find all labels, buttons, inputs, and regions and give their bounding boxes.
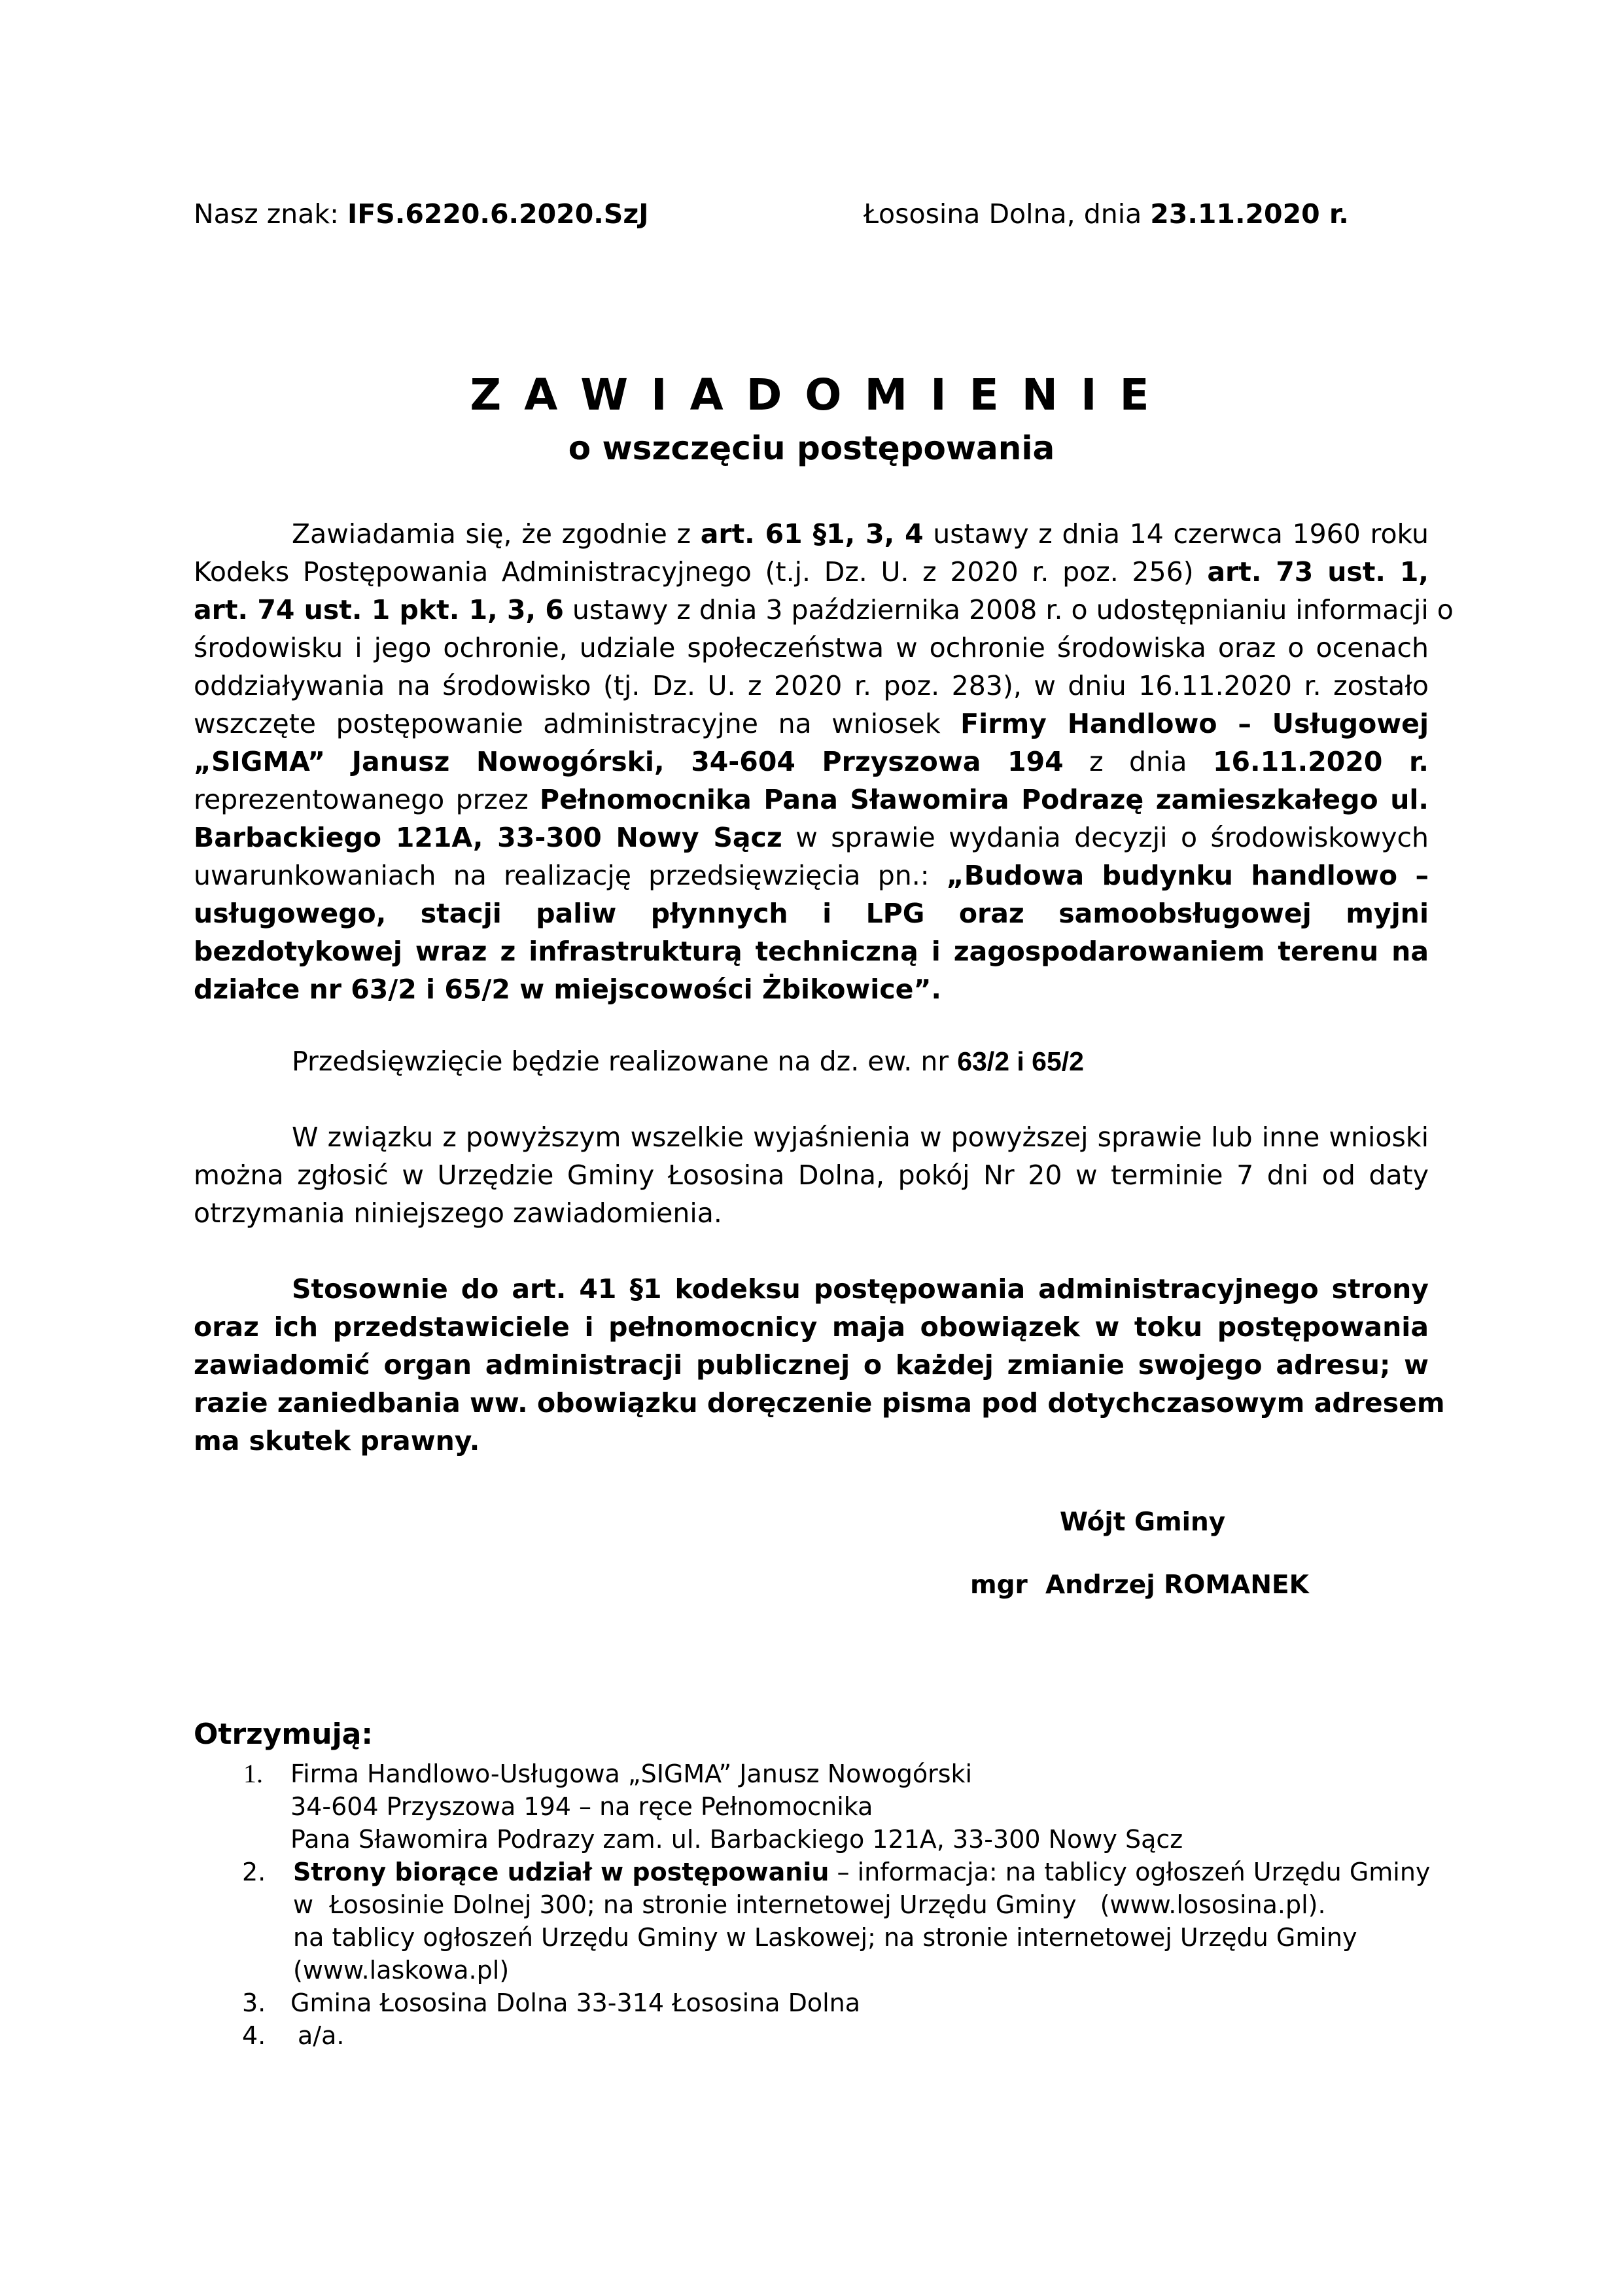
recipient-3-number: 3.: [242, 1988, 266, 2017]
p4-line-1: Stosownie do art. 41 §1 kodeksu postępowania administracyjnego strony: [292, 1273, 1429, 1305]
p1-line-10: uwarunkowaniach na realizację przedsięwzięcia pn.: „Budowa budynku handlowo –: [194, 860, 1429, 891]
p1-line-1: Zawiadamia się, że zgodnie z art. 61 §1, 3, 4 ustawy z dnia 14 czerwca 1960 roku: [292, 518, 1429, 550]
recipient-1-line-3: Pana Sławomira Podrazy zam. ul. Barbackiego 121A, 33-300 Nowy Sącz: [290, 1825, 1183, 1854]
recipient-4-number: 4.: [242, 2021, 266, 2050]
p4-line-5: ma skutek prawny.: [194, 1425, 480, 1457]
p1-line-11: usługowego, stacji paliw płynnych i LPG oraz samoobsługowej myjni: [194, 898, 1429, 929]
reference-line: [194, 195, 648, 233]
recipient-2-line-1: Strony biorące udział w postępowaniu – informacja: na tablicy ogłoszeń Urzędu Gminy: [293, 1858, 1431, 1886]
recipient-1-line-2: 34-604 Przyszowa 194 – na ręce Pełnomocnika: [290, 1792, 873, 1821]
p3-line-3: otrzymania niniejszego zawiadomienia.: [194, 1197, 722, 1229]
p1-line-2: Kodeks Postępowania Administracyjnego (t.j. Dz. U. z 2020 r. poz. 256) art. 73 ust. 1,: [194, 556, 1429, 588]
p4-line-2: oraz ich przedstawiciele i pełnomocnicy maja obowiązek w toku postępowania: [194, 1311, 1429, 1343]
p1-line-9: Barbackiego 121A, 33-300 Nowy Sącz w sprawie wydania decyzji o środowiskowych: [194, 822, 1429, 853]
recipient-1-line-1: Firma Handlowo-Usługowa „SIGMA” Janusz Nowogórski: [290, 1759, 973, 1788]
p3-line-1: W związku z powyższym wszelkie wyjaśnienia w powyższej sprawie lub inne wnioski: [292, 1122, 1429, 1153]
p1-line-12: bezdotykowej wraz z infrastrukturą techniczną i zagospodarowaniem terenu na: [194, 936, 1429, 967]
document-title: Z A W I A D O M I E N I E: [470, 370, 1153, 420]
p4-line-3: zawiadomić organ administracji publicznej o każdej zmianie swojego adresu; w: [194, 1349, 1429, 1381]
p4-line-4: razie zaniedbania ww. obowiązku doręczenie pisma pod dotychczasowym adresem: [194, 1387, 1445, 1419]
p1-line-4: środowisku i jego ochronie, udziale społeczeństwa w ochronie środowiska oraz o ocenach: [194, 632, 1429, 663]
recipient-2-line-4: (www.laskowa.pl): [293, 1956, 510, 1985]
recipient-2-number: 2.: [242, 1858, 266, 1886]
p3-line-2: można zgłosić w Urzędzie Gminy Łososina Dolna, pokój Nr 20 w terminie 7 dni od daty: [194, 1159, 1429, 1191]
p1-line-13: działce nr 63/2 i 65/2 w miejscowości Żbikowice”.: [194, 974, 941, 1005]
p2-line-1: Przedsięwzięcie będzie realizowane na dz. ew. nr 63/2 i 65/2: [292, 1046, 1084, 1077]
signature-name: mgr Andrzej ROMANEK: [970, 1570, 1309, 1600]
p1-line-6: wszczęte postępowanie administracyjne na wniosek Firmy Handlowo – Usługowej: [194, 708, 1429, 739]
recipient-2-line-3: na tablicy ogłoszeń Urzędu Gminy w Laskowej; na stronie internetowej Urzędu Gminy: [293, 1923, 1357, 1952]
place-date-prefix: Łososina Dolna, dnia: [864, 198, 1142, 230]
p1-line-5: oddziaływania na środowisko (tj. Dz. U. z 2020 r. poz. 283), w dniu 16.11.2020 r. zostało: [194, 670, 1429, 701]
reference-number: IFS.6220.6.2020.SzJ: [347, 198, 649, 230]
recipient-2-line-2: w Łososinie Dolnej 300; na stronie internetowej Urzędu Gminy (www.lososina.pl).: [293, 1890, 1326, 1919]
p1-line-8: reprezentowanego przez Pełnomocnika Pana Sławomira Podrazę zamieszkałego ul.: [194, 784, 1429, 815]
recipient-3-line-1: Gmina Łososina Dolna 33-314 Łososina Dolna: [290, 1988, 861, 2017]
signature-role: Wójt Gminy: [1060, 1508, 1226, 1537]
recipient-1-number: 1.: [243, 1759, 263, 1788]
recipient-4-line-1: a/a.: [298, 2021, 345, 2050]
p1-line-7: „SIGMA” Janusz Nowogórski, 34-604 Przyszowa 194 z dnia 16.11.2020 r.: [194, 746, 1429, 777]
reference-label: Nasz znak:: [194, 198, 339, 230]
parcel-numbers: 63/2 i 65/2: [957, 1046, 1084, 1076]
document-subtitle: o wszczęciu postępowania: [568, 429, 1055, 467]
recipients-heading: Otrzymują:: [194, 1718, 373, 1751]
document-date: 23.11.2020 r.: [1150, 198, 1349, 230]
place-date: [864, 195, 1349, 233]
p1-line-3: art. 74 ust. 1 pkt. 1, 3, 6 ustawy z dnia 3 października 2008 r. o udostępnianiu informacji o: [194, 594, 1454, 626]
